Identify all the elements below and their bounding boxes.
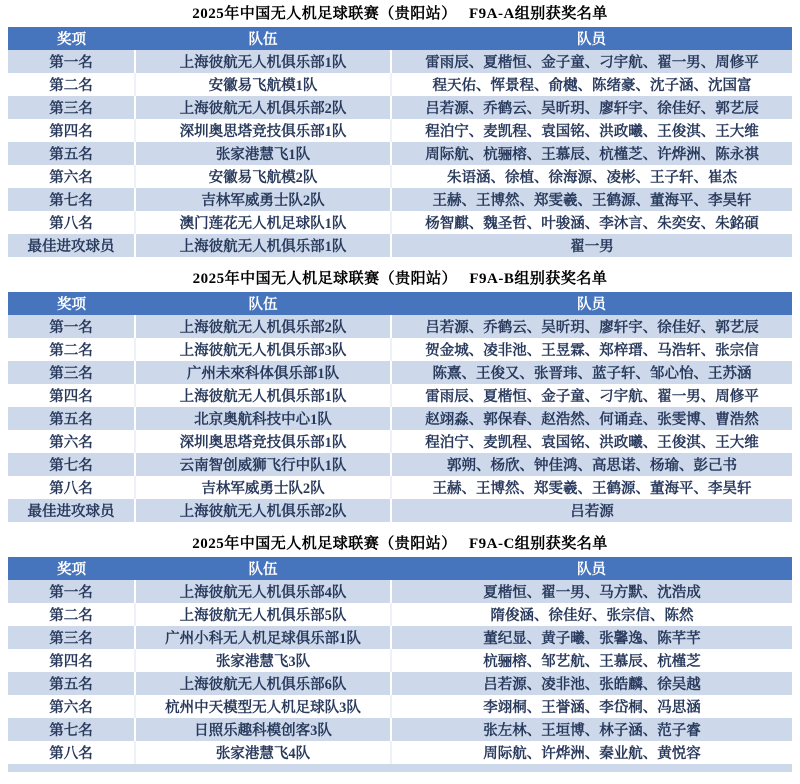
award-cell: 最佳进攻球员 xyxy=(8,499,135,522)
team-cell: 上海彼航无人机俱乐部4队 xyxy=(135,580,391,603)
section-title-f9a-b: 2025年中国无人机足球联赛（贵阳站） F9A-B组别获奖名单 xyxy=(192,271,608,287)
table-row xyxy=(8,73,792,96)
award-cell: 第七名 xyxy=(8,188,135,211)
players-cell: 程泊宁、麦凯程、袁国铭、洪政曦、王俊淇、王大维 xyxy=(391,430,792,453)
column-header-team: 队伍 xyxy=(135,292,391,315)
column-header-players: 队员 xyxy=(391,557,792,580)
table-row xyxy=(8,361,792,384)
award-cell: 第一名 xyxy=(8,315,135,338)
award-cell: 第一名 xyxy=(8,580,135,603)
team-cell: 广州小科无人机足球俱乐部1队 xyxy=(135,626,391,649)
header-row xyxy=(8,292,792,315)
table-row xyxy=(8,96,792,119)
table-row xyxy=(8,211,792,234)
award-table-f9a-c xyxy=(8,557,792,764)
award-table-f9a-b xyxy=(8,292,792,522)
award-cell: 第二名 xyxy=(8,338,135,361)
award-cell: 第二名 xyxy=(8,73,135,96)
table-row xyxy=(8,603,792,626)
team-cell: 安徽易飞航模1队 xyxy=(135,73,391,96)
team-cell: 安徽易飞航模2队 xyxy=(135,165,391,188)
players-cell: 王赫、王博然、郑雯羲、王鹤源、董海平、李昊轩 xyxy=(391,188,792,211)
team-cell: 澳门莲花无人机足球队1队 xyxy=(135,211,391,234)
players-cell: 郭朔、杨欣、钟佳鸿、高思诺、杨瑜、彭己书 xyxy=(391,453,792,476)
table-row xyxy=(8,580,792,603)
team-cell: 上海彼航无人机俱乐部3队 xyxy=(135,338,391,361)
players-cell: 赵翊淼、郭保春、赵浩然、何诵垚、张雯博、曹浩然 xyxy=(391,407,792,430)
players-cell: 程泊宁、麦凯程、袁国铭、洪政曦、王俊淇、王大维 xyxy=(391,119,792,142)
award-cell: 第八名 xyxy=(8,476,135,499)
table-row xyxy=(8,407,792,430)
team-cell: 上海彼航无人机俱乐部2队 xyxy=(135,315,391,338)
players-cell: 杭骊榕、邹艺航、王慕辰、杭槿芝 xyxy=(391,649,792,672)
players-cell: 贺金城、凌非池、王昱霖、郑梓瑨、马浩轩、张宗信 xyxy=(391,338,792,361)
team-cell: 上海彼航无人机俱乐部5队 xyxy=(135,603,391,626)
award-section-f9a-c xyxy=(0,535,800,772)
award-cell: 第八名 xyxy=(8,741,135,764)
award-cell: 第二名 xyxy=(8,603,135,626)
award-cell: 第一名 xyxy=(8,50,135,73)
team-cell: 杭州中天模型无人机足球队3队 xyxy=(135,695,391,718)
players-cell: 张左林、王垣博、林子涵、范子睿 xyxy=(391,718,792,741)
column-header-team: 队伍 xyxy=(135,27,391,50)
table-row xyxy=(8,165,792,188)
players-cell: 周际航、许烨洲、秦业航、黄悦容 xyxy=(391,741,792,764)
table-row-partial-cutoff xyxy=(8,764,792,772)
award-cell: 第六名 xyxy=(8,430,135,453)
award-cell: 第四名 xyxy=(8,649,135,672)
team-cell: 云南智创威狮飞行中队1队 xyxy=(135,453,391,476)
column-header-players: 队员 xyxy=(391,27,792,50)
table-row xyxy=(8,430,792,453)
team-cell: 上海彼航无人机俱乐部6队 xyxy=(135,672,391,695)
team-cell: 深圳奥思塔竞技俱乐部1队 xyxy=(135,430,391,453)
header-row xyxy=(8,557,792,580)
column-header-players: 队员 xyxy=(391,292,792,315)
players-cell: 吕若源、凌非池、张皓麟、徐吴越 xyxy=(391,672,792,695)
players-cell: 雷雨辰、夏楷恒、金子童、刁宇航、翟一男、周修平 xyxy=(391,384,792,407)
team-cell: 北京奥航科技中心1队 xyxy=(135,407,391,430)
table-row xyxy=(8,649,792,672)
award-cell: 第七名 xyxy=(8,718,135,741)
team-cell: 吉林军威勇士队2队 xyxy=(135,476,391,499)
table-row xyxy=(8,672,792,695)
team-cell: 广州未來科体俱乐部1队 xyxy=(135,361,391,384)
team-cell: 日照乐趣科模创客3队 xyxy=(135,718,391,741)
team-cell: 上海彼航无人机俱乐部1队 xyxy=(135,234,391,257)
table-row xyxy=(8,188,792,211)
award-cell: 第五名 xyxy=(8,672,135,695)
award-cell: 第五名 xyxy=(8,407,135,430)
team-cell: 吉林军威勇士队2队 xyxy=(135,188,391,211)
award-cell: 第三名 xyxy=(8,96,135,119)
players-cell: 吕若源、乔鹤云、吴昕玥、廖轩宇、徐佳好、郭艺辰 xyxy=(391,96,792,119)
players-cell: 王赫、王博然、郑雯羲、王鹤源、董海平、李昊轩 xyxy=(391,476,792,499)
table-row xyxy=(8,695,792,718)
table-row xyxy=(8,142,792,165)
award-cell: 最佳进攻球员 xyxy=(8,234,135,257)
award-table-f9a-a xyxy=(8,27,792,257)
table-row xyxy=(8,338,792,361)
award-cell: 第六名 xyxy=(8,165,135,188)
table-row xyxy=(8,234,792,257)
team-cell: 深圳奥思塔竞技俱乐部1队 xyxy=(135,119,391,142)
table-row xyxy=(8,476,792,499)
award-cell: 第三名 xyxy=(8,626,135,649)
award-cell: 第六名 xyxy=(8,695,135,718)
team-cell: 张家港慧飞3队 xyxy=(135,649,391,672)
award-cell: 第七名 xyxy=(8,453,135,476)
players-cell: 雷雨辰、夏楷恒、金子童、刁宇航、翟一男、周修平 xyxy=(391,50,792,73)
column-header-award: 奖项 xyxy=(8,557,135,580)
players-cell: 吕若源 xyxy=(391,499,792,522)
team-cell: 张家港慧飞4队 xyxy=(135,741,391,764)
team-cell: 张家港慧飞1队 xyxy=(135,142,391,165)
players-cell: 夏楷恒、翟一男、马方默、沈浩成 xyxy=(391,580,792,603)
players-cell: 周际航、杭骊榕、王慕辰、杭槿芝、许烨洲、陈永祺 xyxy=(391,142,792,165)
table-row xyxy=(8,718,792,741)
header-row xyxy=(8,27,792,50)
section-title-f9a-a: 2025年中国无人机足球联赛（贵阳站） F9A-A组别获奖名单 xyxy=(192,6,608,22)
table-row xyxy=(8,384,792,407)
team-cell: 上海彼航无人机俱乐部1队 xyxy=(135,384,391,407)
players-cell: 程天佑、恽景程、俞樾、陈绪豪、沈子涵、沈国富 xyxy=(391,73,792,96)
award-cell: 第五名 xyxy=(8,142,135,165)
table-row xyxy=(8,315,792,338)
team-cell: 上海彼航无人机俱乐部2队 xyxy=(135,499,391,522)
team-cell: 上海彼航无人机俱乐部1队 xyxy=(135,50,391,73)
players-cell: 吕若源、乔鹤云、吴昕玥、廖轩宇、徐佳好、郭艺辰 xyxy=(391,315,792,338)
award-section-f9a-b xyxy=(0,270,800,522)
table-row xyxy=(8,499,792,522)
award-section-f9a-a xyxy=(0,5,800,257)
column-header-team: 队伍 xyxy=(135,557,391,580)
award-cell: 第八名 xyxy=(8,211,135,234)
team-cell: 上海彼航无人机俱乐部2队 xyxy=(135,96,391,119)
award-cell: 第四名 xyxy=(8,119,135,142)
players-cell: 翟一男 xyxy=(391,234,792,257)
players-cell: 朱语涵、徐植、徐海源、凌彬、王子轩、崔杰 xyxy=(391,165,792,188)
players-cell: 隋俊涵、徐佳好、张宗信、陈然 xyxy=(391,603,792,626)
players-cell: 陈熹、王俊又、张晋玮、蓝子轩、邹心怡、王苏涵 xyxy=(391,361,792,384)
award-cell: 第四名 xyxy=(8,384,135,407)
award-cell: 第三名 xyxy=(8,361,135,384)
table-row xyxy=(8,50,792,73)
table-row xyxy=(8,119,792,142)
section-title-f9a-c: 2025年中国无人机足球联赛（贵阳站） F9A-C组别获奖名单 xyxy=(192,536,608,552)
players-cell: 李翊桐、王誉涵、李岱桐、冯思涵 xyxy=(391,695,792,718)
column-header-award: 奖项 xyxy=(8,292,135,315)
column-header-award: 奖项 xyxy=(8,27,135,50)
table-row xyxy=(8,741,792,764)
table-row xyxy=(8,626,792,649)
players-cell: 董纪显、黄子曦、张馨逸、陈芊芊 xyxy=(391,626,792,649)
players-cell: 杨智麒、魏圣哲、叶骏涵、李沐言、朱奕安、朱銘碩 xyxy=(391,211,792,234)
table-row xyxy=(8,453,792,476)
